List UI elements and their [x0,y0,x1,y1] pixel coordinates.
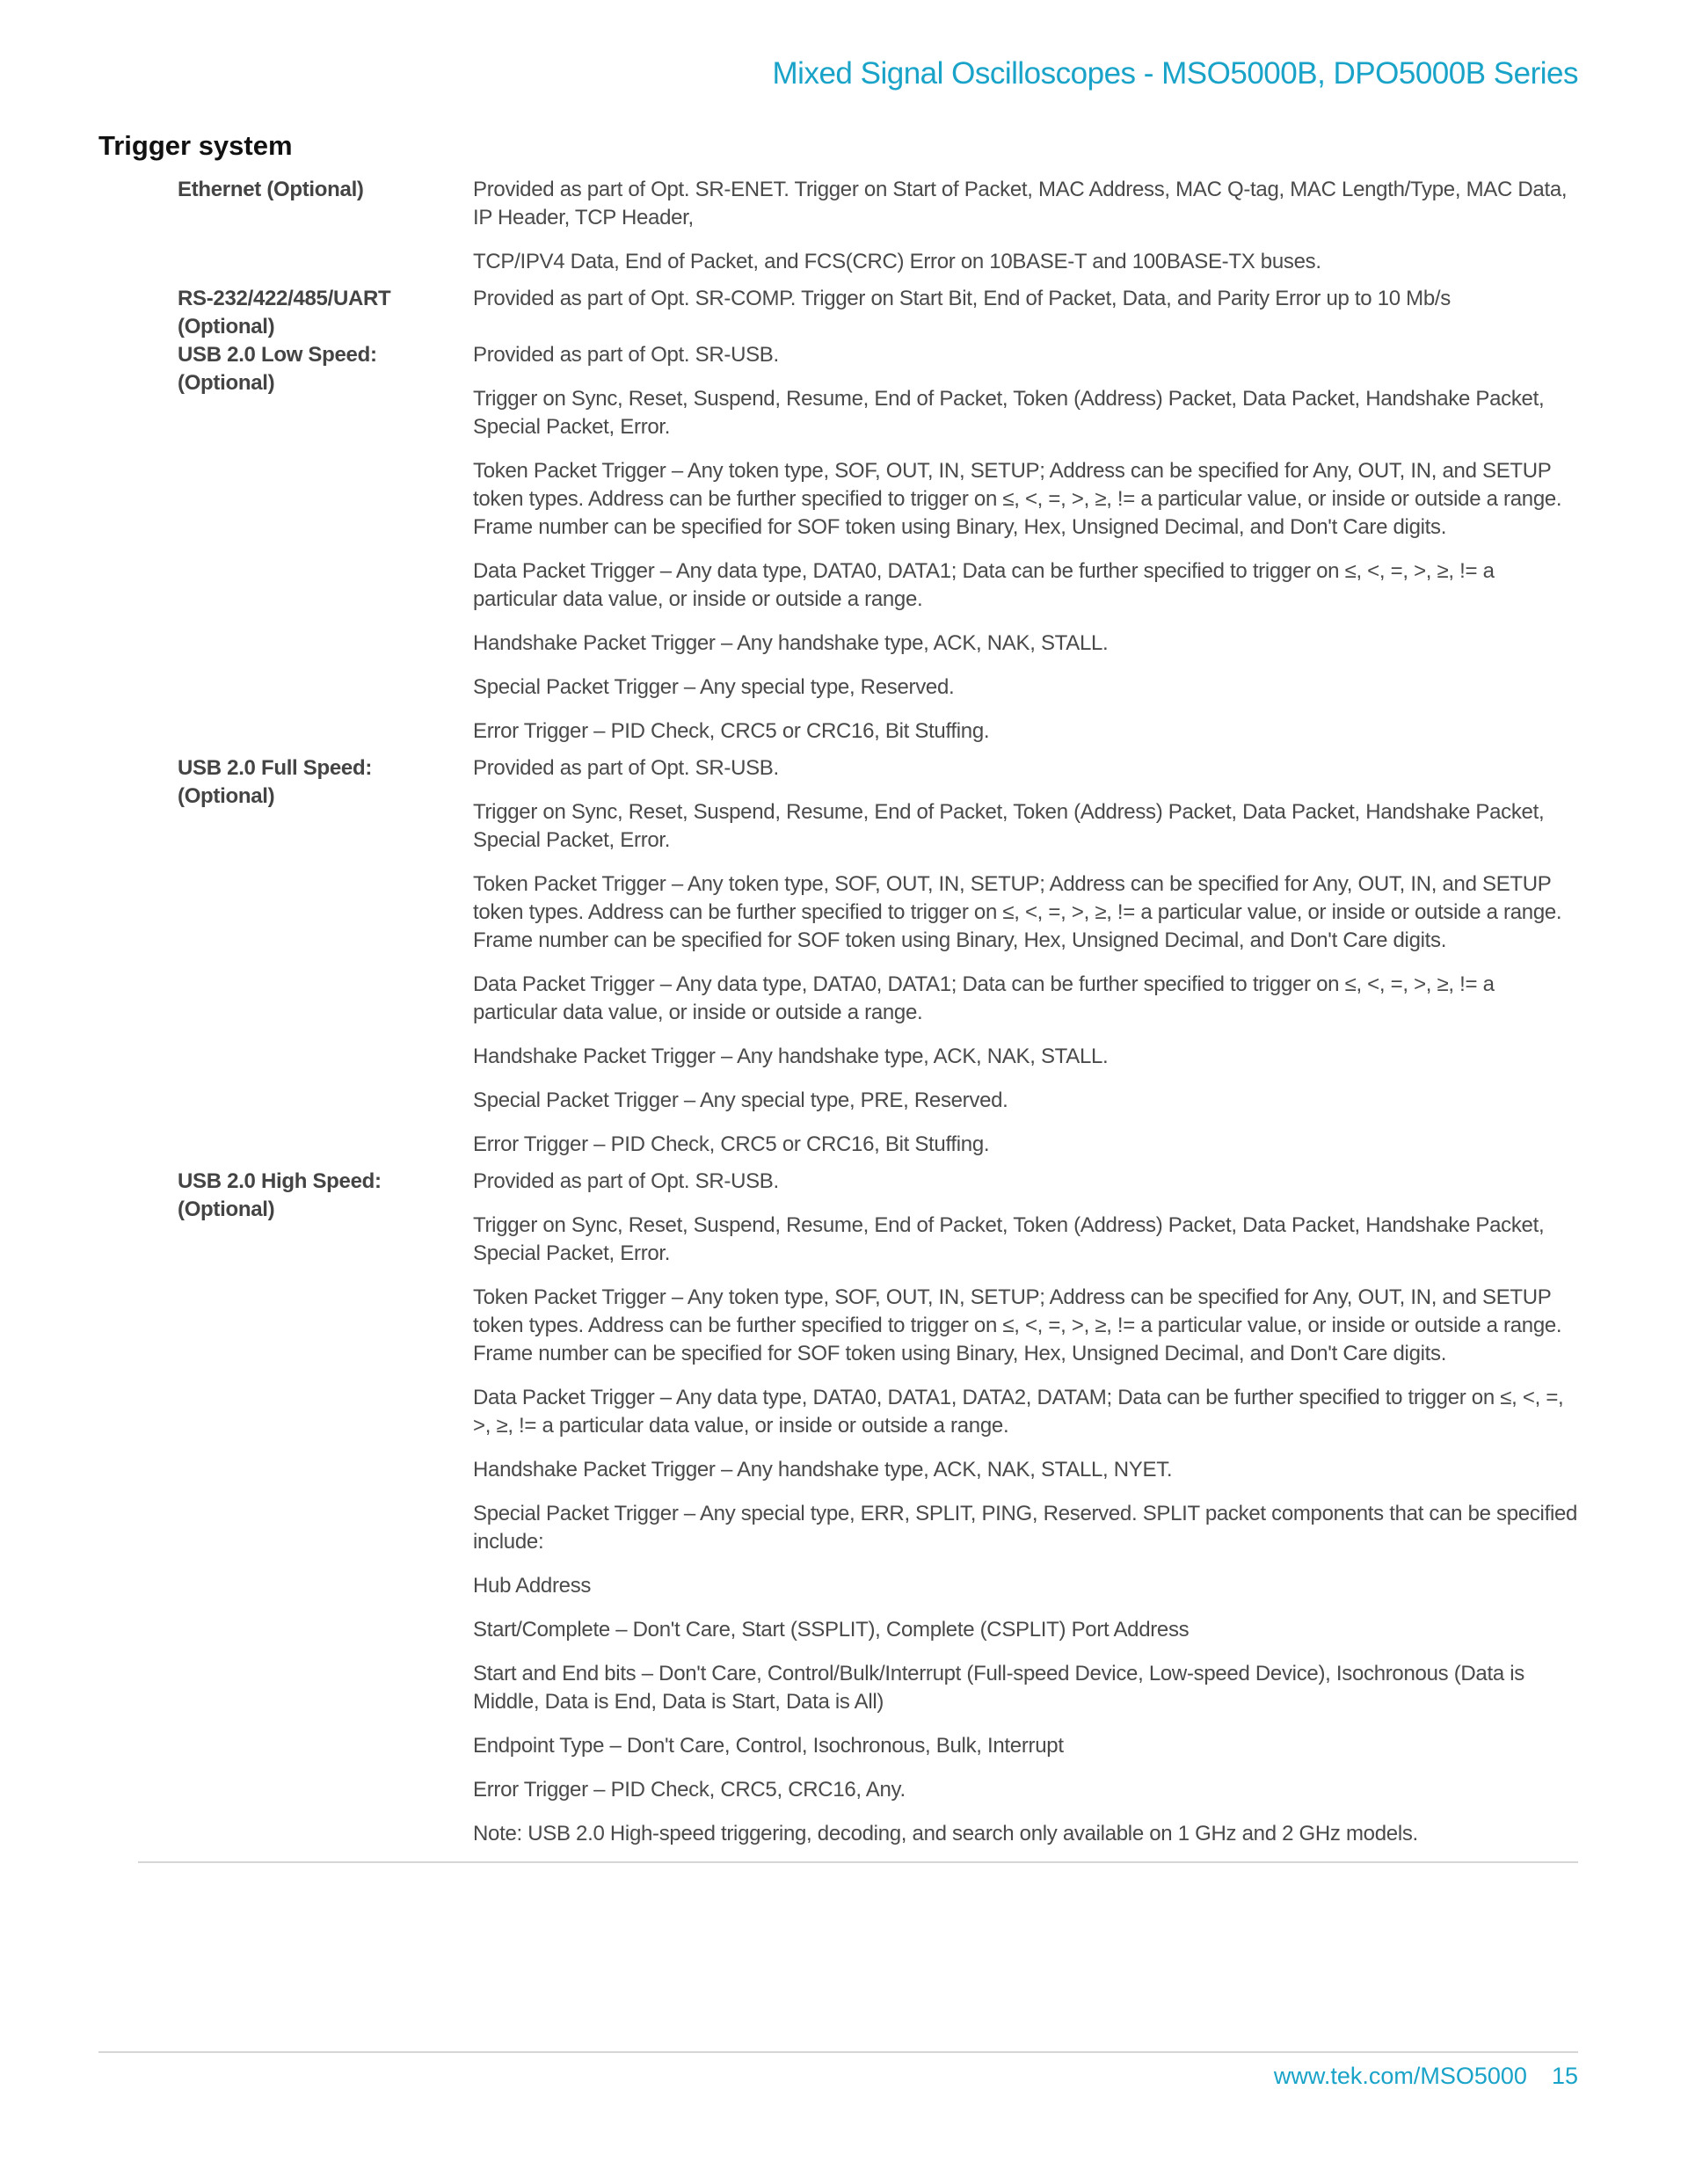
spec-paragraph: Data Packet Trigger – Any data type, DATA0, DATA1, DATA2, DATAM; Data can be further specified to trigger on ≤, <, =, >, ≥, != a particular data value, or inside or outside a range. [473,1386,1564,1438]
spec-paragraph: Error Trigger – PID Check, CRC5 or CRC16, Bit Stuffing. [473,719,990,743]
spec-label: USB 2.0 High Speed: (Optional) [178,1169,382,1221]
page-number: 15 [1551,2063,1578,2089]
spec-paragraph: Trigger on Sync, Reset, Suspend, Resume, End of Packet, Token (Address) Packet, Data Packet, Handshake Packet, Special Packet, Error. [473,1213,1545,1265]
spec-paragraph: Note: USB 2.0 High-speed triggering, decoding, and search only available on 1 GHz and 2 GHz models. [473,1822,1418,1845]
spec-values [473,754,1578,1168]
section-title: Trigger system [98,130,293,161]
spec-row [178,341,1578,754]
spec-label: RS-232/422/485/UART (Optional) [178,287,391,339]
spec-paragraph: Hub Address [473,1574,592,1598]
spec-paragraph: Provided as part of Opt. SR-COMP. Trigger on Start Bit, End of Packet, Data, and Parity Error up to 10 Mb/s [473,287,1451,310]
spec-paragraph: Provided as part of Opt. SR-USB. [473,1169,779,1193]
footer-url[interactable]: www.tek.com/MSO5000 [1273,2063,1527,2089]
spec-values [473,176,1578,285]
spec-paragraph: Token Packet Trigger – Any token type, SOF, OUT, IN, SETUP; Address can be specified for Any, OUT, IN, and SETUP token types. Address can be further specified to trigger on ≤, <, =, >, ≥, != a particular value, or inside or outside a range. Frame number can be specified for SOF token using Binary, Hex, Unsigned Decimal, and Don't Care digits. [473,1285,1562,1365]
spec-values [473,341,1578,754]
spec-paragraph: Start and End bits – Don't Care, Control/Bulk/Interrupt (Full-speed Device, Low-speed Device), Isochronous (Data is Middle, Data is End, Data is Start, Data is All) [473,1662,1524,1714]
spec-paragraph: Handshake Packet Trigger – Any handshake type, ACK, NAK, STALL, NYET. [473,1458,1173,1481]
spec-label: USB 2.0 Full Speed: (Optional) [178,756,373,808]
spec-paragraph: TCP/IPV4 Data, End of Packet, and FCS(CRC) Error on 10BASE-T and 100BASE-TX buses. [473,250,1321,273]
spec-row [178,285,1578,341]
spec-row [178,1168,1578,1857]
spec-paragraph: Handshake Packet Trigger – Any handshake type, ACK, NAK, STALL. [473,631,1109,655]
spec-paragraph: Special Packet Trigger – Any special type, PRE, Reserved. [473,1088,1008,1112]
spec-paragraph: Data Packet Trigger – Any data type, DATA0, DATA1; Data can be further specified to trigger on ≤, <, =, >, ≥, != a particular data value, or inside or outside a range. [473,972,1495,1024]
section-divider [138,1861,1578,1863]
spec-table [178,176,1578,1857]
spec-paragraph: Trigger on Sync, Reset, Suspend, Resume, End of Packet, Token (Address) Packet, Data Packet, Handshake Packet, Special Packet, Error. [473,800,1545,852]
spec-values [473,285,1578,341]
spec-paragraph: Endpoint Type – Don't Care, Control, Isochronous, Bulk, Interrupt [473,1734,1064,1758]
spec-label: USB 2.0 Low Speed: (Optional) [178,343,377,395]
spec-paragraph: Error Trigger – PID Check, CRC5 or CRC16, Bit Stuffing. [473,1132,990,1156]
spec-paragraph: Provided as part of Opt. SR-USB. [473,756,779,780]
spec-paragraph: Token Packet Trigger – Any token type, SOF, OUT, IN, SETUP; Address can be specified for Any, OUT, IN, and SETUP token types. Address can be further specified to trigger on ≤, <, =, >, ≥, != a particular value, or inside or outside a range. Frame number can be specified for SOF token using Binary, Hex, Unsigned Decimal, and Don't Care digits. [473,459,1562,539]
spec-paragraph: Error Trigger – PID Check, CRC5, CRC16, Any. [473,1778,906,1802]
spec-row [178,754,1578,1168]
spec-label: Ethernet (Optional) [178,178,364,201]
footer-divider [98,2051,1578,2053]
page-header-title: Mixed Signal Oscilloscopes - MSO5000B, DPO5000B Series [772,56,1578,91]
spec-paragraph: Special Packet Trigger – Any special type, ERR, SPLIT, PING, Reserved. SPLIT packet components that can be specified include: [473,1502,1578,1554]
page-footer [1274,2063,1578,2090]
spec-paragraph: Start/Complete – Don't Care, Start (SSPLIT), Complete (CSPLIT) Port Address [473,1618,1190,1642]
spec-paragraph: Handshake Packet Trigger – Any handshake type, ACK, NAK, STALL. [473,1045,1109,1068]
spec-row [178,176,1578,285]
spec-paragraph: Provided as part of Opt. SR-USB. [473,343,779,367]
spec-paragraph: Trigger on Sync, Reset, Suspend, Resume, End of Packet, Token (Address) Packet, Data Packet, Handshake Packet, Special Packet, Error. [473,387,1545,439]
spec-paragraph: Data Packet Trigger – Any data type, DATA0, DATA1; Data can be further specified to trigger on ≤, <, =, >, ≥, != a particular data value, or inside or outside a range. [473,559,1495,611]
spec-paragraph: Provided as part of Opt. SR-ENET. Trigger on Start of Packet, MAC Address, MAC Q-tag, MAC Length/Type, MAC Data, IP Header, TCP Header, [473,178,1568,229]
spec-paragraph: Token Packet Trigger – Any token type, SOF, OUT, IN, SETUP; Address can be specified for Any, OUT, IN, and SETUP token types. Address can be further specified to trigger on ≤, <, =, >, ≥, != a particular value, or inside or outside a range. Frame number can be specified for SOF token using Binary, Hex, Unsigned Decimal, and Don't Care digits. [473,872,1562,952]
spec-paragraph: Special Packet Trigger – Any special type, Reserved. [473,675,955,699]
spec-values [473,1168,1578,1857]
